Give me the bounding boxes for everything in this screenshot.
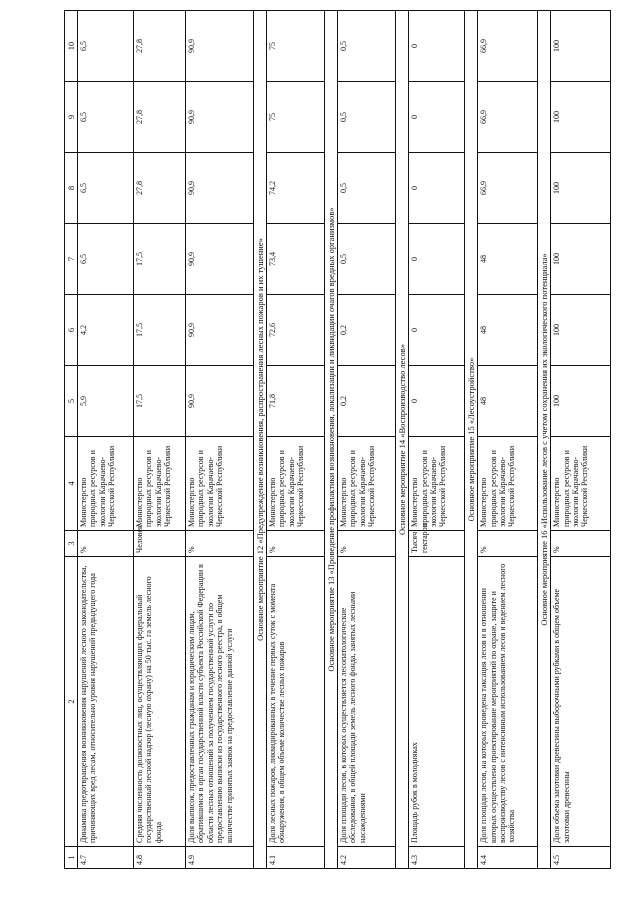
row-number: 4.2: [338, 847, 396, 869]
header-cell: 10: [65, 11, 78, 82]
value-cell: 75: [267, 11, 325, 82]
section-row: [396, 11, 409, 869]
indicator-name: Доля объема заготовки древесины выборочными рубками в общем объеме заготовки древесины: [551, 557, 611, 847]
value-cell: 100: [551, 82, 611, 153]
unit-cell: Тысяч гектаров: [409, 531, 465, 557]
header-cell: 7: [65, 224, 78, 295]
value-cell: 5,9: [78, 366, 134, 437]
executor-cell: Министерство природных ресурсов и экологии Карачаево-Черкесской Республики: [338, 437, 396, 531]
value-cell: 71,8: [267, 366, 325, 437]
rotated-table-area: [64, 11, 638, 869]
value-cell: 6,5: [78, 82, 134, 153]
executor-cell: Министерство природных ресурсов и экологии Карачаево-Черкесской Республики: [409, 437, 465, 531]
value-cell: 90,9: [186, 11, 254, 82]
indicator-name: Доля лесных пожаров, ликвидированных в течение первых суток с момента обнаружения, в общем объеме количестве лесных пожаров: [267, 557, 325, 847]
indicator-name: Средняя численность должностных лиц, осуществляющих федеральный государственный лесной надзор (лесную охрану) на 50 тыс. га земель лесного фонда: [134, 557, 186, 847]
value-cell: 100: [551, 153, 611, 224]
executor-cell: Министерство природных ресурсов и экологии Карачаево-Черкесской Республики: [267, 437, 325, 531]
value-cell: 4,2: [78, 295, 134, 366]
row-number: 4.8: [134, 847, 186, 869]
value-cell: 0,2: [338, 366, 396, 437]
row-number: 4.3: [409, 847, 465, 869]
value-cell: 0,5: [338, 82, 396, 153]
table-row: [78, 11, 134, 869]
value-cell: 100: [551, 224, 611, 295]
header-cell: 5: [65, 366, 78, 437]
section-heading: Основное мероприятие 12 «Предупреждение возникновения, распространения лесных пожаров и их тушение»: [254, 11, 267, 869]
value-cell: 27,8: [134, 11, 186, 82]
indicator-name: Доля площади лесов, в которых осуществляется лесопатологические обследования, в общей площади земель лесного фонда, занятых лесными насаждениями: [338, 557, 396, 847]
value-cell: 0,5: [338, 11, 396, 82]
table-row: [551, 11, 611, 869]
value-cell: 48: [478, 366, 538, 437]
table-row: [186, 11, 254, 869]
value-cell: 6,5: [78, 224, 134, 295]
executor-cell: Министерство природных ресурсов и экологии Карачаево-Черкесской Республики: [551, 437, 611, 531]
row-number: 4.1: [267, 847, 325, 869]
header-cell: 6: [65, 295, 78, 366]
indicators-table: [64, 10, 611, 869]
unit-cell: Человек: [134, 531, 186, 557]
table-row: [267, 11, 325, 869]
table-header-row: [65, 11, 78, 869]
value-cell: 27,8: [134, 82, 186, 153]
value-cell: 27,8: [134, 153, 186, 224]
executor-cell: Министерство природных ресурсов и экологии Карачаево-Черкесской Республики: [134, 437, 186, 531]
value-cell: 90,9: [186, 153, 254, 224]
unit-cell: %: [338, 531, 396, 557]
value-cell: 74,2: [267, 153, 325, 224]
indicator-name: Площадь рубок в молодняках: [409, 557, 465, 847]
value-cell: 48: [478, 224, 538, 295]
value-cell: 6,5: [78, 11, 134, 82]
value-cell: 90,9: [186, 224, 254, 295]
value-cell: 73,4: [267, 224, 325, 295]
value-cell: 17,5: [134, 366, 186, 437]
value-cell: 0: [409, 295, 465, 366]
section-row: [538, 11, 551, 869]
header-cell: 1: [65, 847, 78, 869]
header-cell: 9: [65, 82, 78, 153]
executor-cell: Министерство природных ресурсов и экологии Карачаево-Черкесской Республики: [186, 437, 254, 531]
header-cell: 8: [65, 153, 78, 224]
table-row: [338, 11, 396, 869]
section-row: [465, 11, 478, 869]
executor-cell: Министерство природных ресурсов и экологии Карачаево-Черкесской Республики: [478, 437, 538, 531]
value-cell: 100: [551, 11, 611, 82]
value-cell: 0: [409, 224, 465, 295]
value-cell: 72,6: [267, 295, 325, 366]
value-cell: 66,9: [478, 82, 538, 153]
executor-cell: Министерство природных ресурсов и экологии Карачаево-Черкесской Республики: [78, 437, 134, 531]
value-cell: 75: [267, 82, 325, 153]
unit-cell: %: [267, 531, 325, 557]
value-cell: 0: [409, 153, 465, 224]
value-cell: 90,9: [186, 82, 254, 153]
value-cell: 90,9: [186, 366, 254, 437]
value-cell: 66,9: [478, 153, 538, 224]
header-cell: 3: [65, 531, 78, 557]
value-cell: 0,2: [338, 295, 396, 366]
table-row: [409, 11, 465, 869]
value-cell: 100: [551, 295, 611, 366]
indicator-name: Доля площади лесов, на которых проведена таксация лесов и в отношении которых осуществлено проектирование мероприятий по охране, защите и воспроизводству лесов с интенсивным использованием лесов и ведением лесного хозяйства: [478, 557, 538, 847]
unit-cell: %: [78, 531, 134, 557]
table-row: [134, 11, 186, 869]
value-cell: 0: [409, 366, 465, 437]
section-row: [325, 11, 338, 869]
unit-cell: %: [551, 531, 611, 557]
value-cell: 17,5: [134, 295, 186, 366]
row-number: 4.4: [478, 847, 538, 869]
value-cell: 48: [478, 295, 538, 366]
value-cell: 0: [409, 82, 465, 153]
value-cell: 0,5: [338, 224, 396, 295]
value-cell: 100: [551, 366, 611, 437]
row-number: 4.7: [78, 847, 134, 869]
header-cell: 2: [65, 557, 78, 847]
section-row: [254, 11, 267, 869]
value-cell: 0: [409, 11, 465, 82]
value-cell: 6,5: [78, 153, 134, 224]
table-row: [478, 11, 538, 869]
unit-cell: %: [478, 531, 538, 557]
row-number: 4.5: [551, 847, 611, 869]
unit-cell: %: [186, 531, 254, 557]
value-cell: 17,5: [134, 224, 186, 295]
value-cell: 0,5: [338, 153, 396, 224]
section-heading: Основное мероприятие 15 «Лесоустройство»: [465, 11, 478, 869]
value-cell: 90,9: [186, 295, 254, 366]
row-number: 4.9: [186, 847, 254, 869]
indicator-name: Доля выписок, предоставленных гражданам и юридическим лицам, обратившимся в орган государственной власти субъекта Российской Федерации в области лесных отношений за получением государственной услуги по предоставлению выписки из государственного лесного реестра, в общем количестве принятых заявок на предоставление данной услуги: [186, 557, 254, 847]
section-heading: Основное мероприятие 14 «Воспроизводство лесов»: [396, 11, 409, 869]
header-cell: 4: [65, 437, 78, 531]
value-cell: 66,9: [478, 11, 538, 82]
section-heading: Основное мероприятие 16 «Использование лесов с учетом сохранения их экологического потенциала»: [538, 11, 551, 869]
indicator-name: Динамика предотвращения возникновения нарушений лесного законодательства, причиняющих вред лесам, относительно уровня нарушений предыдущего года: [78, 557, 134, 847]
section-heading: Основное мероприятие 13 «Проведение профилактики возникновения, локализации и ликвидации очагов вредных организмов»: [325, 11, 338, 869]
